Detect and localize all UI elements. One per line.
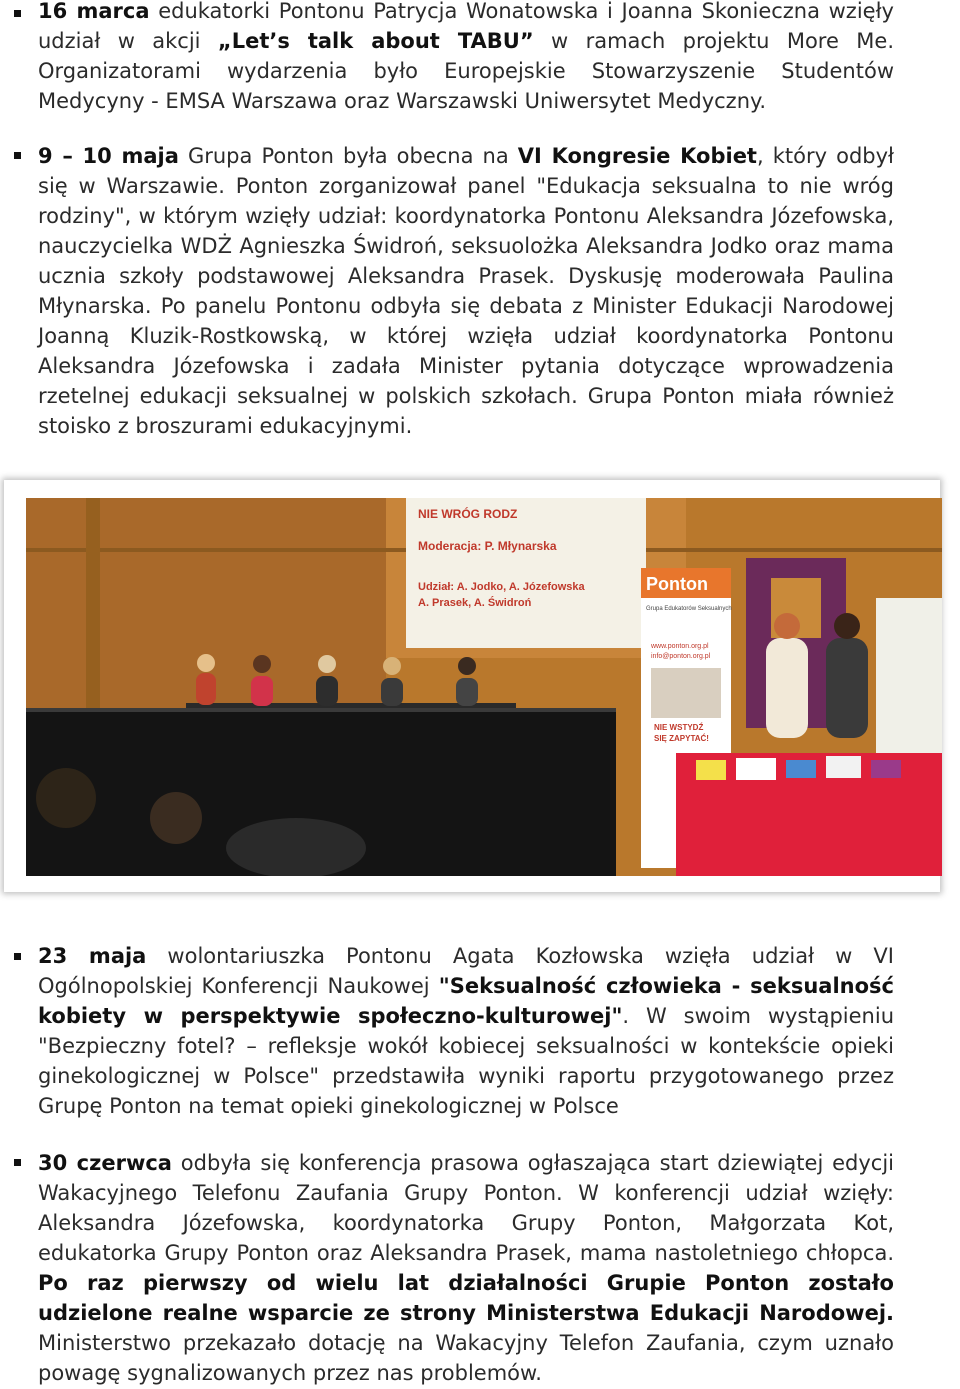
bullet-icon <box>14 953 21 960</box>
event-text: , który odbył się w Warszawie. Ponton zorganizował panel "Edukacja seksualna to nie wróg rodziny", w którym wzięły udział: koordynatorka Pontonu Aleksandra Józefowska, nauczycielka WDŻ Agnieszka Świdroń, seksuolożka Aleksandra Jodko oraz mama ucznia szkoły podstawowej Aleksandra Prasek. Dyskusję moderowała Paulina Młynarska. Po panelu Pontonu odbyła się debata z Minister Edukacji Narodowej Joanną Kluzik-Rostkowską, w której wzięła udział koordynatorka Pontonu Aleksandra Józefowska i zadała Minister pytania dotyczące wprowadzenia rzetelnej edukacji seksualnej w polskich szkołach. Grupa Ponton miała również stoisko z broszurami edukacyjnymi. <box>38 144 895 438</box>
event-item-march <box>38 0 894 116</box>
event-date: 23 maja <box>38 944 147 968</box>
banner-email: info@ponton.org.pl <box>651 653 711 660</box>
slide-title: NIE WRÓG RODZ <box>418 507 518 521</box>
event-name: VI Kongresie Kobiet <box>517 144 757 168</box>
banner-slogan: NIE WSTYDŹ <box>654 723 704 732</box>
event-item-may-conference <box>38 941 894 1121</box>
event-text: odbyła się konferencja prasowa ogłaszająca start dziewiątej edycji Wakacyjnego Telefonu Zaufania Grupy Ponton. W konferencji udział wzięły: Aleksandra Józefowska, koordynatorka Grupy Ponton, Małgorzata Kot, edukatorka Grupy Ponton oraz Aleksandra Prasek, mama nastoletniego chłopca. <box>38 1151 895 1265</box>
slide-participants: A. Prasek, A. Świdroń <box>418 597 532 609</box>
event-date: 9 – 10 maja <box>38 144 179 168</box>
bullet-icon <box>14 152 21 159</box>
event-name: Po raz pierwszy od wielu lat działalności Grupie Ponton zostało udzielone realne wsparcie ze strony Ministerstwa Edukacji Narodowej. <box>38 1271 894 1325</box>
event-text: Grupa Ponton była obecna na <box>178 144 518 168</box>
slide-participants: Udział: A. Jodko, A. Józefowska <box>418 581 585 593</box>
conference-photo-drawing <box>26 498 942 876</box>
event-name: "Seksualność człowieka - seksualność kobiety w perspektywie społeczno-kulturowej" <box>38 974 894 1028</box>
event-item-may-congress <box>38 141 894 441</box>
event-item-june <box>38 1148 894 1388</box>
bullet-icon <box>14 1159 21 1166</box>
slide-moderation: Moderacja: P. Młynarska <box>418 539 557 553</box>
bullet-icon <box>14 10 21 17</box>
event-date: 16 marca <box>38 0 150 23</box>
event-text: wolontariuszka Pontonu Agata Kozłowska wzięła udział w VI Ogólnopolskiej Konferencji Naukowej <box>38 944 894 998</box>
event-text: Ministerstwo przekazało dotację na Wakacyjny Telefon Zaufania, czym uznało powagę sygnalizowanych przez nas problemów. <box>38 1331 894 1385</box>
banner-subtitle: Grupa Edukatorów Seksualnych <box>646 606 732 612</box>
event-text: . W swoim wystąpieniu "Bezpieczny fotel? – refleksje wokół kobiecej seksualności w kontekście opieki ginekologicznej w Polsce" przedstawiła wyniki raportu przygotowanego przez Grupę Ponton na temat opieki ginekologicznej w Polsce <box>38 1004 895 1118</box>
conference-photo <box>26 498 942 876</box>
banner-logo: Ponton <box>646 574 708 594</box>
event-text: edukatorki Pontonu Patrycja Wonatowska i Joanna Skonieczna wzięły udział w akcji <box>38 0 894 53</box>
banner-slogan: SIĘ ZAPYTAĆ! <box>654 734 709 743</box>
banner-website: www.ponton.org.pl <box>651 643 709 650</box>
event-name: „Let’s talk about TABU” <box>217 29 534 53</box>
event-date: 30 czerwca <box>38 1151 172 1175</box>
photo-frame <box>4 480 940 892</box>
event-text: w ramach projektu More Me. Organizatorami wydarzenia było Europejskie Stowarzyszenie Studentów Medycyny - EMSA Warszawa oraz Warszawski Uniwersytet Medyczny. <box>38 29 894 113</box>
